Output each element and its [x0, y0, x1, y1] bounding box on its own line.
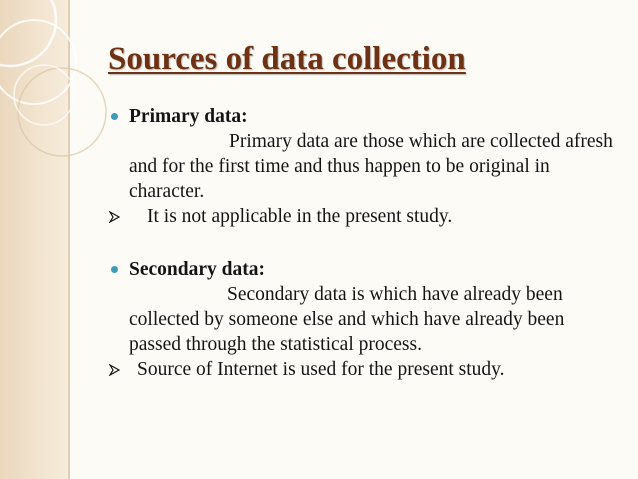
arrow-bullet-icon — [109, 211, 120, 223]
primary-data-item — [109, 104, 619, 204]
section-gap — [109, 229, 619, 257]
primary-data-heading: Primary data: — [129, 106, 248, 127]
secondary-data-item — [109, 257, 619, 357]
round-bullet-icon — [111, 113, 118, 120]
primary-note-item — [109, 204, 619, 229]
slide-title: Sources of data collection — [108, 41, 466, 77]
primary-data-note: It is not applicable in the present study. — [147, 206, 453, 227]
decorative-rings-graphic — [0, 0, 120, 160]
round-bullet-icon — [111, 266, 118, 273]
primary-data-description: Primary data are those which are collected afresh and for the first time and thus happen to be original in character. — [129, 131, 613, 202]
slide-body — [109, 104, 619, 382]
arrow-bullet-icon — [109, 364, 120, 376]
secondary-data-description: Secondary data is which have already been collected by someone else and which have already been passed through the statistical process. — [129, 284, 565, 355]
secondary-note-item — [109, 357, 619, 382]
secondary-data-heading: Secondary data: — [129, 259, 265, 280]
secondary-data-note: Source of Internet is used for the present study. — [137, 359, 505, 380]
